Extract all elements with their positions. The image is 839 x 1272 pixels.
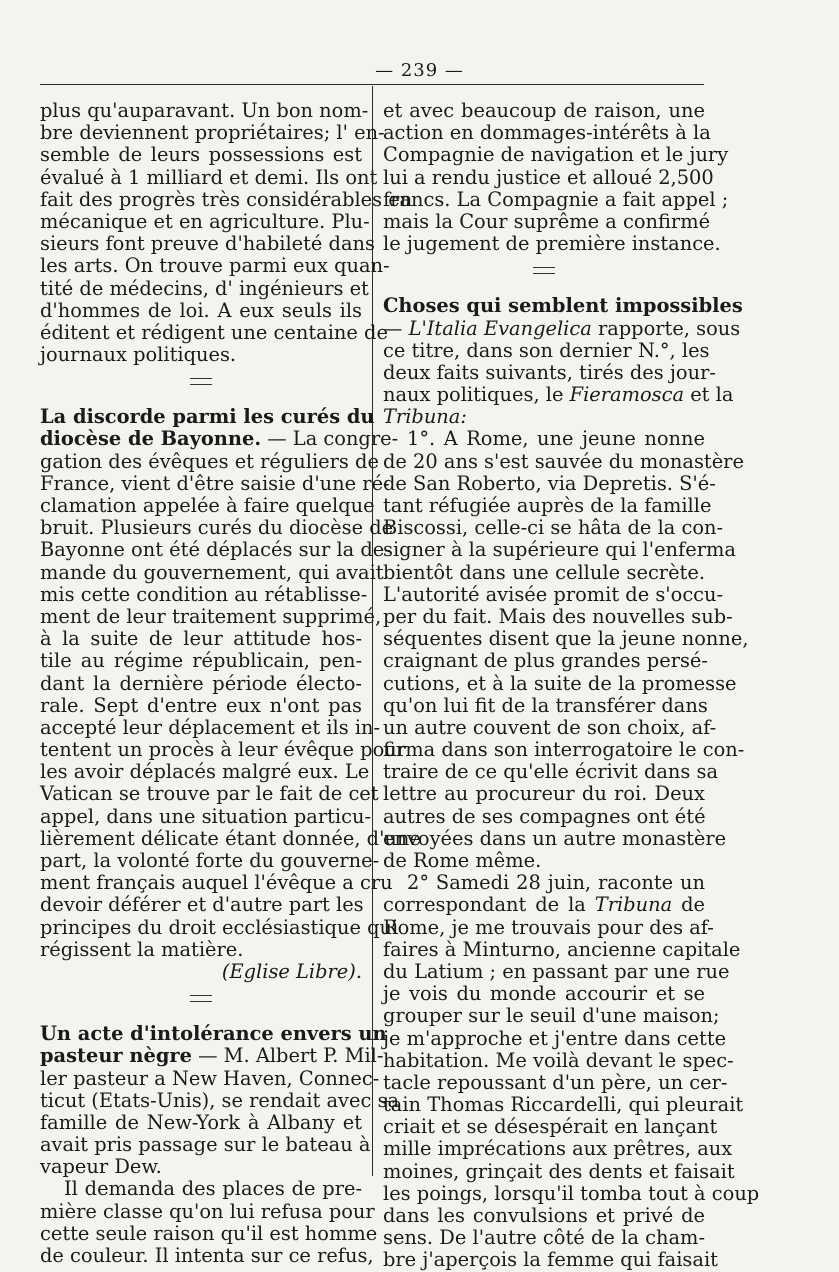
text-line: sieurs font preuve d'habileté dans (40, 232, 375, 256)
text-line: le jugement de première instance. (383, 232, 721, 256)
text: et la (684, 383, 734, 407)
text-line: mécanique et en agriculture. Plu- (40, 209, 370, 233)
article-title-bold: diocèse de Bayonne. (40, 427, 262, 451)
header-rule (40, 84, 704, 85)
text-line: rale. Sept d'entre eux n'ont pas (40, 693, 362, 717)
article-source: (Eglise Libre). (221, 959, 362, 983)
text-line: habitation. Me voilà devant le spec- (383, 1048, 734, 1072)
text-line: ment de leur traitement supprimé, (40, 604, 382, 628)
text-line: et avec beaucoup de raison, une (383, 99, 705, 122)
section-separator (40, 366, 362, 398)
right-intro-paragraph (383, 99, 729, 256)
section-separator (40, 983, 362, 1015)
text-line: dans les convulsions et privé de (383, 1204, 705, 1227)
text-line: L'autorité avisée promit de s'occu- (383, 582, 724, 606)
text-line: cette seule raison qu'il est homme (40, 1221, 378, 1245)
text-line: appel, dans une situation particu- (40, 804, 372, 828)
text-line: évalué à 1 milliard et demi. Ils ont (40, 165, 378, 189)
text-line: Compagnie de navigation et le jury (383, 143, 729, 167)
text-line: faires à Minturno, ancienne capitale (383, 937, 741, 961)
article-title-rest: — La congre- (261, 427, 399, 451)
text-line: avait pris passage sur le bateau à (40, 1133, 371, 1157)
text-line: traire de ce qu'elle écrivit dans sa (383, 760, 719, 784)
text-line: 1°. A Rome, une jeune nonne (407, 427, 705, 451)
text: rapporte, sous (591, 316, 741, 340)
article-body (40, 1066, 400, 1179)
text-line: lettre au procureur du roi. Deux (383, 782, 705, 806)
text-line: je m'approche et j'entre dans cette (383, 1026, 727, 1050)
text-line: bre j'aperçois la femme qui faisait (383, 1248, 718, 1272)
text-line: mis cette condition au rétablisse- (40, 582, 368, 606)
text-line: d'hommes de loi. A eux seuls ils (40, 298, 362, 322)
text-line: de Rome même. (383, 849, 542, 872)
text-line: les poings, lorsqu'il tomba tout à coup (383, 1181, 760, 1205)
text-line: séquentes disent que la jeune nonne, (383, 627, 749, 651)
text-line: accepté leur déplacement et ils in- (40, 715, 381, 739)
text-line: dant la dernière période électo- (40, 671, 362, 695)
text-line: craignant de plus grandes persé- (383, 649, 708, 673)
text-line: moines, grinçait des dents et faisait (383, 1159, 735, 1183)
text-line: à la suite de leur attitude hos- (40, 627, 362, 651)
text-line: les avoir déplacés malgré eux. Le (40, 760, 370, 784)
text-line: signer à la supérieure qui l'enferma (383, 538, 736, 562)
text-line: Vatican se trouve par le fait de cet (40, 782, 379, 806)
text-line: du Latium ; en passant par une rue (383, 959, 730, 983)
text-line: mille imprécations aux prêtres, aux (383, 1137, 733, 1161)
paragraph-2 (383, 915, 760, 1272)
text-line: deux faits suivants, tirés des jour- (383, 360, 716, 384)
text: correspondant de la (383, 893, 595, 917)
text-line: ticut (Etats-Unis), se rendait avec sa (40, 1088, 400, 1112)
text-line: Rome, je me trouvais pour des af- (383, 915, 714, 939)
text-line: sens. De l'autre côté de la cham- (383, 1226, 705, 1250)
text-line: part, la volonté forte du gouverne- (40, 849, 380, 872)
text-line: tant réfugiée auprès de la famille (383, 494, 712, 517)
text-line: régissent la matière. (40, 937, 244, 961)
right-column (383, 99, 760, 1272)
text-line: plus qu'auparavant. Un bon nom- (40, 99, 369, 122)
dash: — (383, 316, 409, 340)
publication-name: Fieramosca (569, 383, 685, 407)
text-line: vapeur Dew. (40, 1155, 162, 1179)
text-line: clamation appelée à faire quelque (40, 494, 375, 517)
text: de (672, 893, 705, 917)
article-title: La discorde parmi les curés du (40, 405, 375, 429)
text-line: tacle repoussant d'un père, un cer- (383, 1070, 728, 1094)
article-body (40, 449, 421, 961)
text-line: Bayonne ont été déplacés sur la de- (40, 538, 391, 562)
text-line: per du fait. Mais des nouvelles sub- (383, 604, 733, 628)
text-line: grouper sur le seuil d'une maison; (383, 1004, 720, 1028)
text: naux politiques, le (383, 383, 570, 407)
publication-name: Tribuna (594, 893, 673, 917)
page-number: — 239 — (375, 60, 464, 81)
text-line: de 20 ans s'est sauvée du monastère (383, 449, 744, 473)
text-line: action en dommages-intérêts à la (383, 121, 711, 145)
left-column (40, 99, 421, 1267)
text-line: ment français auquel l'évêque a cru (40, 871, 393, 895)
text-line: éditent et rédigent une centaine de (40, 320, 388, 344)
article-title: Un acte d'intolérance envers un (40, 1022, 387, 1046)
section-separator (383, 255, 705, 287)
article-line (383, 894, 705, 916)
text-line: mande du gouvernement, qui avait (40, 560, 384, 584)
text-line: qu'on lui fit de la transférer dans (383, 693, 708, 717)
article-body-paragraph2 (40, 1177, 378, 1267)
text-line: gation des évêques et réguliers de (40, 449, 379, 473)
text-line: semble de leurs possessions est (40, 143, 362, 167)
article-title-line2 (40, 427, 399, 451)
text-line: de couleur. Il intenta sur ce refus, (40, 1244, 374, 1267)
text-line: de San Roberto, via Depretis. S'é- (383, 471, 716, 495)
article-discorde (40, 405, 421, 983)
article-body (383, 338, 716, 384)
publication-name: Tribuna: (383, 405, 467, 429)
text-line: Biscossi, celle-ci se hâta de la con- (383, 516, 724, 540)
left-intro-paragraph (40, 99, 413, 367)
text-line: je vois du monde accourir et se (383, 982, 705, 1006)
article-intolerance (40, 1022, 400, 1267)
text-line: tité de médecins, d' ingénieurs et (40, 276, 369, 300)
article-intro-line (383, 316, 741, 340)
publication-name: L'Italia Evangelica (408, 316, 592, 340)
text-line: un autre couvent de son choix, af- (383, 715, 717, 739)
text-line: lui a rendu justice et alloué 2,500 (383, 165, 714, 189)
text-line: Il demanda des places de pre- (64, 1177, 362, 1201)
text-line: lièrement délicate étant donnée, d'une (40, 826, 421, 850)
text-line: tain Thomas Riccardelli, qui pleurait (383, 1093, 744, 1117)
article-line (383, 383, 734, 407)
text-line: francs. La Compagnie a fait appel ; (383, 187, 729, 211)
text-line: cutions, et à la suite de la promesse (383, 671, 737, 695)
text-line: tile au régime républicain, pen- (40, 649, 362, 673)
text-line: fait des progrès très considérables en (40, 187, 413, 211)
text-line: journaux politiques. (40, 343, 237, 367)
text-line: ler pasteur a New Haven, Connec- (40, 1066, 380, 1090)
text-line: bruit. Plusieurs curés du diocèse de (40, 516, 394, 540)
text-line: famille de New-York à Albany et (40, 1110, 362, 1134)
text-line: les arts. On trouve parmi eux quan- (40, 254, 390, 278)
text-line: firma dans son interrogatoire le con- (383, 738, 745, 762)
text-line: mais la Cour suprême a confirmé (383, 209, 711, 233)
article-title-bold: pasteur nègre (40, 1044, 192, 1068)
paragraph-1 (383, 427, 749, 872)
text-line: principes du droit ecclésiastique qui (40, 915, 399, 939)
text-line: tentent un procès à leur évêque pour (40, 738, 407, 762)
text-line: bre deviennent propriétaires; l' en- (40, 121, 385, 145)
article-title-rest: — M. Albert P. Mil- (191, 1044, 384, 1068)
text-line: criait et se désespérait en lançant (383, 1115, 718, 1139)
text-line: France, vient d'être saisie d'une ré- (40, 471, 390, 495)
article-title: Choses qui semblent impossibles (383, 294, 743, 318)
text-line: ce titre, dans son dernier N.°, les (383, 338, 710, 362)
text-line: bientôt dans une cellule secrète. (383, 560, 705, 584)
text-line: devoir déférer et d'autre part les (40, 893, 364, 917)
text-line: autres de ses compagnes ont été (383, 804, 706, 828)
text-line: mière classe qu'on lui refusa pour (40, 1199, 375, 1223)
article-choses-impossibles (383, 294, 760, 1272)
text-line: envoyées dans un autre monastère (383, 826, 727, 850)
article-title-line2 (40, 1044, 384, 1068)
paragraph-2-first-line: 2° Samedi 28 juin, raconte un (407, 871, 705, 895)
